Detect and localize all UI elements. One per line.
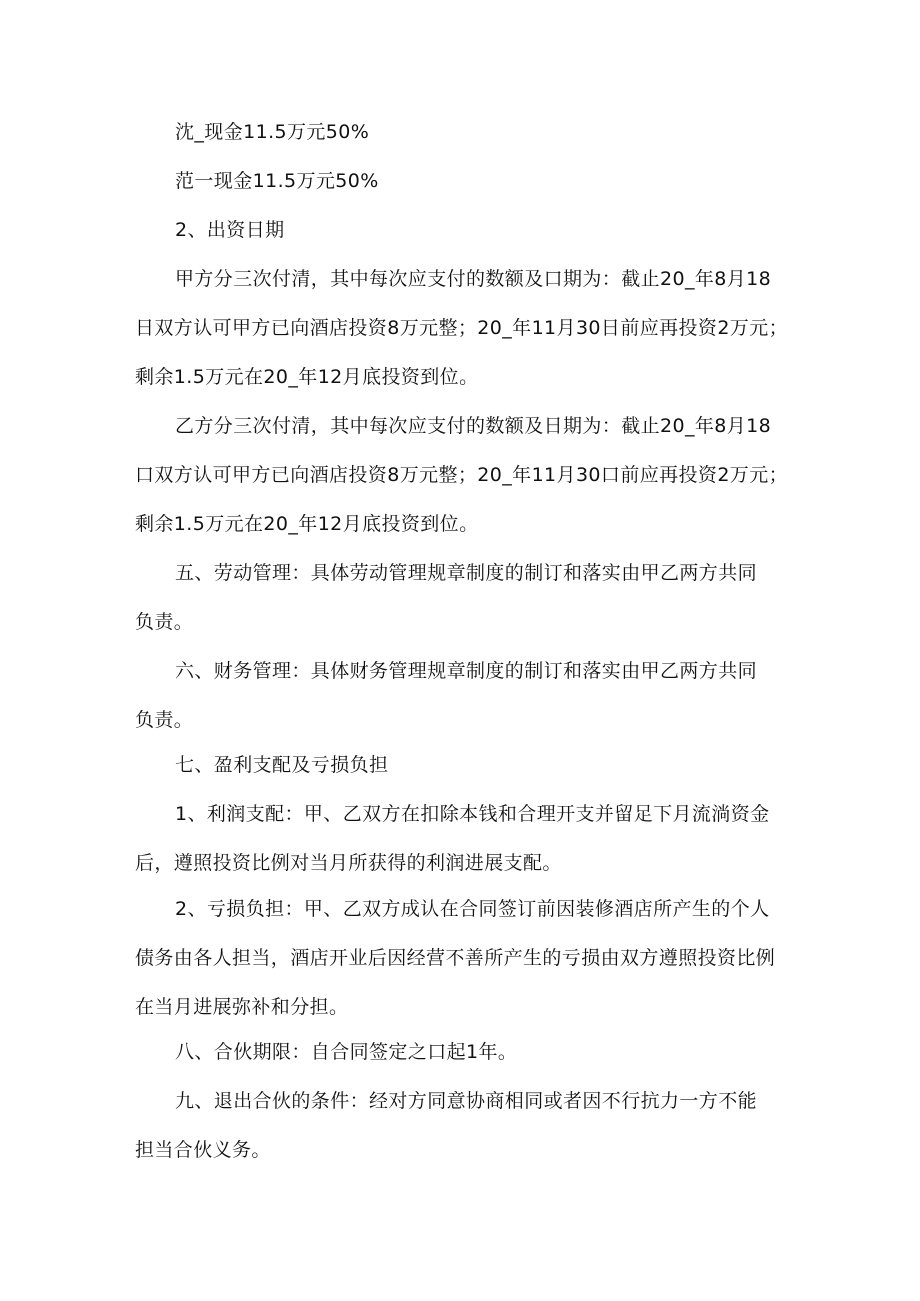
text-line: 口双方认可甲方已向酒店投资8万元整；20_年11月30口前应再投资2万元； [135, 464, 789, 486]
text-line: 乙方分三次付清，其中每次应支付的数额及日期为：截止20_年8月18 [175, 415, 772, 437]
text-line: 沈_现金11.5万元50% [175, 121, 370, 143]
paragraph-profit-loss-heading [135, 741, 790, 790]
text-line: 担当合伙义务。 [135, 1139, 271, 1161]
text-line: 五、劳动管理：具体劳动管理规章制度的制订和落实由甲乙两方共同 [175, 562, 758, 584]
paragraph-party-a-payment [135, 255, 790, 402]
text-line: 1、利润支配：甲、乙双方在扣除本钱和合理开支并留足下月流淌资金 [175, 803, 770, 825]
text-line: 负责。 [135, 611, 194, 633]
paragraph-fan-cash [135, 157, 790, 206]
text-line: 日双方认可甲方已向酒店投资8万元整；20_年11月30日前应再投资2万元； [135, 317, 789, 339]
text-line: 2、出资日期 [175, 219, 285, 241]
text-line: 九、退出合伙的条件：经对方同意协商相同或者因不行抗力一方不能 [175, 1090, 758, 1112]
paragraph-contribution-date-heading [135, 206, 790, 255]
text-line: 2、亏损负担：甲、乙双方成认在合同签订前因装修酒店所产生的个人 [175, 898, 770, 920]
paragraph-labor-management [135, 549, 790, 647]
text-line: 剩余1.5万元在20_年12月底投资到位。 [135, 366, 479, 388]
text-line: 债务由各人担当，酒店开业后因经营不善所产生的亏损由双方遵照投资比例 [135, 947, 776, 969]
paragraph-loss-burden [135, 885, 790, 1032]
text-line: 在当月进展弥补和分担。 [135, 996, 349, 1018]
text-line: 六、财务管理：具体财务管理规章制度的制订和落实由甲乙两方共同 [175, 660, 758, 682]
text-line: 甲方分三次付清，其中每次应支付的数额及口期为：截止20_年8月18 [175, 268, 772, 290]
text-line: 范一现金11.5万元50% [175, 170, 379, 192]
paragraph-partnership-term [135, 1028, 790, 1077]
text-line: 后，遵照投资比例对当月所获得的利润进展支配。 [135, 852, 562, 874]
text-line: 负责。 [135, 709, 194, 731]
paragraph-profit-distribution [135, 790, 790, 888]
text-line: 八、合伙期限：自合同签定之口起1年。 [175, 1041, 518, 1063]
paragraph-party-b-payment [135, 402, 790, 549]
paragraph-shen-cash [135, 108, 790, 157]
paragraph-withdrawal-conditions [135, 1077, 790, 1175]
text-line: 剩余1.5万元在20_年12月底投资到位。 [135, 513, 479, 535]
text-line: 七、盈利支配及亏损负担 [175, 754, 389, 776]
paragraph-financial-management [135, 647, 790, 745]
